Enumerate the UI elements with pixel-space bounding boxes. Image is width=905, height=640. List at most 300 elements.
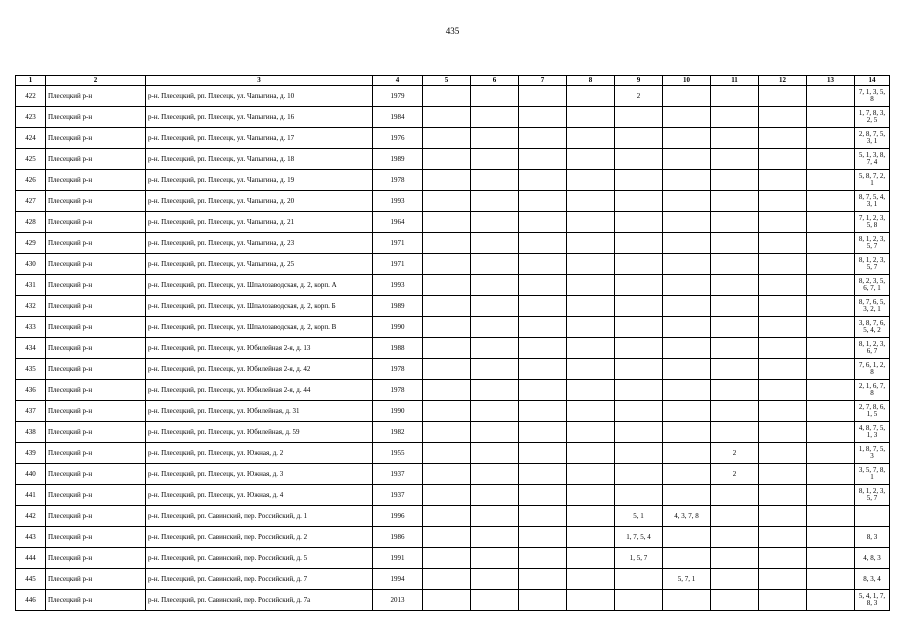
table-row — [16, 548, 890, 569]
col-7-cell — [519, 359, 567, 380]
col-8-cell — [567, 212, 615, 233]
col-7-cell — [519, 233, 567, 254]
col-7-cell — [519, 569, 567, 590]
row-number-cell: 422 — [16, 86, 46, 107]
col-14-cell: 4, 8, 3 — [855, 548, 890, 569]
row-number-cell: 425 — [16, 149, 46, 170]
district-cell: Плесецкий р-н — [46, 569, 146, 590]
address-cell: р-н. Плесецкий, рп. Плесецк, ул. Шпалозаводская, д. 2, корп. В — [146, 317, 373, 338]
district-cell: Плесецкий р-н — [46, 380, 146, 401]
address-cell: р-н. Плесецкий, рп. Савинский, пер. Российский, д. 7а — [146, 590, 373, 611]
address-cell: р-н. Плесецкий, рп. Плесецк, ул. Южная, д. 4 — [146, 485, 373, 506]
table-row — [16, 590, 890, 611]
year-cell: 1988 — [373, 338, 423, 359]
col-14-cell: 2, 8, 7, 5, 3, 1 — [855, 128, 890, 149]
col-10-cell — [663, 296, 711, 317]
housing-register-table — [15, 75, 890, 611]
address-cell: р-н. Плесецкий, рп. Плесецк, ул. Юбилейная 2-я, д. 13 — [146, 338, 373, 359]
col-7-cell — [519, 317, 567, 338]
district-cell: Плесецкий р-н — [46, 86, 146, 107]
col-13-cell — [807, 170, 855, 191]
col-8-cell — [567, 401, 615, 422]
district-cell: Плесецкий р-н — [46, 590, 146, 611]
col-10-cell — [663, 464, 711, 485]
col-6-cell — [471, 569, 519, 590]
address-cell: р-н. Плесецкий, рп. Плесецк, ул. Юбилейная 2-я, д. 42 — [146, 359, 373, 380]
address-cell: р-н. Плесецкий, рп. Плесецк, ул. Шпалозаводская, д. 2, корп. А — [146, 275, 373, 296]
col-11-cell — [711, 422, 759, 443]
col-11-cell — [711, 338, 759, 359]
col-12-cell — [759, 506, 807, 527]
col-5-cell — [423, 317, 471, 338]
col-9-cell — [615, 149, 663, 170]
col-10-cell — [663, 443, 711, 464]
col-11-cell — [711, 548, 759, 569]
col-14-cell: 8, 1, 2, 3, 5, 7 — [855, 233, 890, 254]
col-7-cell — [519, 296, 567, 317]
col-10-cell — [663, 212, 711, 233]
col-12-cell — [759, 254, 807, 275]
col-8-cell — [567, 443, 615, 464]
col-13-cell — [807, 296, 855, 317]
col-6-cell — [471, 464, 519, 485]
col-5-cell — [423, 485, 471, 506]
col-14-cell: 2, 7, 8, 6, 1, 5 — [855, 401, 890, 422]
col-9-cell — [615, 590, 663, 611]
year-cell: 1984 — [373, 107, 423, 128]
district-cell: Плесецкий р-н — [46, 485, 146, 506]
col-5-cell — [423, 254, 471, 275]
address-cell: р-н. Плесецкий, рп. Савинский, пер. Российский, д. 5 — [146, 548, 373, 569]
col-8-cell — [567, 275, 615, 296]
col-13-cell — [807, 107, 855, 128]
year-cell: 1978 — [373, 380, 423, 401]
col-8-cell — [567, 464, 615, 485]
col-13-cell — [807, 401, 855, 422]
col-7-cell — [519, 170, 567, 191]
col-14-cell: 4, 8, 7, 5, 1, 3 — [855, 422, 890, 443]
col-7-cell — [519, 590, 567, 611]
table-row — [16, 86, 890, 107]
district-cell: Плесецкий р-н — [46, 317, 146, 338]
col-6-cell — [471, 317, 519, 338]
col-12-cell — [759, 338, 807, 359]
col-10-cell — [663, 317, 711, 338]
col-10-cell — [663, 527, 711, 548]
year-cell: 1996 — [373, 506, 423, 527]
row-number-cell: 439 — [16, 443, 46, 464]
year-cell: 1989 — [373, 149, 423, 170]
col-12-cell — [759, 212, 807, 233]
col-12-cell — [759, 191, 807, 212]
col-14-cell — [855, 506, 890, 527]
row-number-cell: 434 — [16, 338, 46, 359]
col-6-cell — [471, 149, 519, 170]
year-cell: 1937 — [373, 485, 423, 506]
address-cell: р-н. Плесецкий, рп. Плесецк, ул. Чапыгина, д. 17 — [146, 128, 373, 149]
col-10-cell — [663, 422, 711, 443]
col-5-cell — [423, 380, 471, 401]
col-12-cell — [759, 275, 807, 296]
row-number-cell: 446 — [16, 590, 46, 611]
col-5-cell — [423, 464, 471, 485]
col-5-cell — [423, 338, 471, 359]
table-row — [16, 506, 890, 527]
col-14-cell: 7, 6, 1, 2, 8 — [855, 359, 890, 380]
col-8-cell — [567, 338, 615, 359]
table-row — [16, 233, 890, 254]
col-7-cell — [519, 506, 567, 527]
col-14-cell: 5, 1, 3, 8, 7, 4 — [855, 149, 890, 170]
col-5-cell — [423, 275, 471, 296]
address-cell: р-н. Плесецкий, рп. Плесецк, ул. Чапыгина, д. 10 — [146, 86, 373, 107]
row-number-cell: 436 — [16, 380, 46, 401]
col-12-cell — [759, 464, 807, 485]
col-6-cell — [471, 338, 519, 359]
year-cell: 1978 — [373, 359, 423, 380]
col-13-cell — [807, 590, 855, 611]
col-14-cell: 8, 7, 6, 5, 3, 2, 1 — [855, 296, 890, 317]
col-12-cell — [759, 380, 807, 401]
address-cell: р-н. Плесецкий, рп. Плесецк, ул. Чапыгина, д. 25 — [146, 254, 373, 275]
col-9-cell — [615, 233, 663, 254]
column-header-10: 10 — [663, 76, 711, 86]
col-6-cell — [471, 548, 519, 569]
district-cell: Плесецкий р-н — [46, 212, 146, 233]
col-9-cell — [615, 338, 663, 359]
col-9-cell — [615, 485, 663, 506]
col-11-cell — [711, 317, 759, 338]
table-row — [16, 317, 890, 338]
col-14-cell: 1, 7, 8, 3, 2, 5 — [855, 107, 890, 128]
col-7-cell — [519, 380, 567, 401]
col-14-cell: 5, 8, 7, 2, 1 — [855, 170, 890, 191]
address-cell: р-н. Плесецкий, рп. Плесецк, ул. Юбилейная, д. 59 — [146, 422, 373, 443]
col-5-cell — [423, 170, 471, 191]
col-13-cell — [807, 149, 855, 170]
col-8-cell — [567, 86, 615, 107]
address-cell: р-н. Плесецкий, рп. Плесецк, ул. Чапыгина, д. 18 — [146, 149, 373, 170]
col-6-cell — [471, 254, 519, 275]
col-7-cell — [519, 275, 567, 296]
col-13-cell — [807, 443, 855, 464]
col-11-cell — [711, 275, 759, 296]
col-11-cell — [711, 107, 759, 128]
col-5-cell — [423, 359, 471, 380]
column-header-2: 2 — [46, 76, 146, 86]
district-cell: Плесецкий р-н — [46, 443, 146, 464]
col-7-cell — [519, 485, 567, 506]
col-6-cell — [471, 590, 519, 611]
col-13-cell — [807, 548, 855, 569]
row-number-cell: 423 — [16, 107, 46, 128]
col-7-cell — [519, 191, 567, 212]
table-body — [16, 86, 890, 611]
col-9-cell: 2 — [615, 86, 663, 107]
col-7-cell — [519, 422, 567, 443]
col-10-cell — [663, 254, 711, 275]
table-row — [16, 128, 890, 149]
col-13-cell — [807, 485, 855, 506]
col-13-cell — [807, 338, 855, 359]
row-number-cell: 444 — [16, 548, 46, 569]
col-11-cell — [711, 401, 759, 422]
column-header-12: 12 — [759, 76, 807, 86]
address-cell: р-н. Плесецкий, рп. Плесецк, ул. Чапыгина, д. 21 — [146, 212, 373, 233]
col-12-cell — [759, 233, 807, 254]
col-8-cell — [567, 527, 615, 548]
col-5-cell — [423, 422, 471, 443]
district-cell: Плесецкий р-н — [46, 128, 146, 149]
year-cell: 1982 — [373, 422, 423, 443]
row-number-cell: 431 — [16, 275, 46, 296]
col-9-cell — [615, 275, 663, 296]
col-10-cell: 5, 7, 1 — [663, 569, 711, 590]
col-8-cell — [567, 128, 615, 149]
col-13-cell — [807, 86, 855, 107]
col-9-cell — [615, 107, 663, 128]
table-row — [16, 338, 890, 359]
col-5-cell — [423, 191, 471, 212]
col-14-cell: 8, 1, 2, 3, 5, 7 — [855, 485, 890, 506]
year-cell: 2013 — [373, 590, 423, 611]
row-number-cell: 428 — [16, 212, 46, 233]
col-7-cell — [519, 527, 567, 548]
row-number-cell: 441 — [16, 485, 46, 506]
district-cell: Плесецкий р-н — [46, 359, 146, 380]
table-row — [16, 254, 890, 275]
col-13-cell — [807, 380, 855, 401]
col-8-cell — [567, 380, 615, 401]
col-14-cell: 8, 1, 2, 3, 5, 7 — [855, 254, 890, 275]
year-cell: 1964 — [373, 212, 423, 233]
col-11-cell — [711, 86, 759, 107]
col-5-cell — [423, 548, 471, 569]
col-11-cell: 2 — [711, 464, 759, 485]
col-11-cell — [711, 170, 759, 191]
col-9-cell — [615, 569, 663, 590]
column-header-11: 11 — [711, 76, 759, 86]
col-9-cell — [615, 170, 663, 191]
col-13-cell — [807, 527, 855, 548]
col-13-cell — [807, 212, 855, 233]
col-12-cell — [759, 401, 807, 422]
col-11-cell — [711, 380, 759, 401]
table-row — [16, 149, 890, 170]
col-11-cell — [711, 485, 759, 506]
col-11-cell: 2 — [711, 443, 759, 464]
col-14-cell: 5, 4, 1, 7, 8, 3 — [855, 590, 890, 611]
row-number-cell: 433 — [16, 317, 46, 338]
column-header-14: 14 — [855, 76, 890, 86]
table-row — [16, 401, 890, 422]
row-number-cell: 445 — [16, 569, 46, 590]
col-8-cell — [567, 590, 615, 611]
year-cell: 1990 — [373, 317, 423, 338]
table-row — [16, 107, 890, 128]
col-5-cell — [423, 128, 471, 149]
col-8-cell — [567, 170, 615, 191]
col-11-cell — [711, 527, 759, 548]
col-5-cell — [423, 149, 471, 170]
col-8-cell — [567, 359, 615, 380]
col-12-cell — [759, 149, 807, 170]
col-8-cell — [567, 296, 615, 317]
col-7-cell — [519, 548, 567, 569]
col-5-cell — [423, 86, 471, 107]
col-13-cell — [807, 569, 855, 590]
col-13-cell — [807, 254, 855, 275]
district-cell: Плесецкий р-н — [46, 506, 146, 527]
col-14-cell: 8, 7, 5, 4, 3, 1 — [855, 191, 890, 212]
col-9-cell — [615, 464, 663, 485]
col-9-cell: 5, 1 — [615, 506, 663, 527]
col-6-cell — [471, 359, 519, 380]
col-10-cell — [663, 233, 711, 254]
row-number-cell: 427 — [16, 191, 46, 212]
col-12-cell — [759, 569, 807, 590]
col-7-cell — [519, 212, 567, 233]
col-12-cell — [759, 296, 807, 317]
table-row — [16, 464, 890, 485]
col-12-cell — [759, 527, 807, 548]
col-13-cell — [807, 275, 855, 296]
col-8-cell — [567, 254, 615, 275]
col-14-cell: 8, 3 — [855, 527, 890, 548]
col-13-cell — [807, 317, 855, 338]
col-6-cell — [471, 527, 519, 548]
row-number-cell: 437 — [16, 401, 46, 422]
col-11-cell — [711, 590, 759, 611]
col-13-cell — [807, 233, 855, 254]
col-14-cell: 8, 2, 3, 5, 6, 7, 1 — [855, 275, 890, 296]
header-row — [16, 76, 890, 86]
year-cell: 1971 — [373, 254, 423, 275]
col-5-cell — [423, 296, 471, 317]
col-9-cell — [615, 212, 663, 233]
col-8-cell — [567, 317, 615, 338]
district-cell: Плесецкий р-н — [46, 464, 146, 485]
address-cell: р-н. Плесецкий, рп. Плесецк, ул. Чапыгина, д. 19 — [146, 170, 373, 191]
row-number-cell: 435 — [16, 359, 46, 380]
col-11-cell — [711, 569, 759, 590]
col-10-cell — [663, 86, 711, 107]
col-8-cell — [567, 548, 615, 569]
year-cell: 1994 — [373, 569, 423, 590]
col-9-cell — [615, 422, 663, 443]
col-11-cell — [711, 254, 759, 275]
col-11-cell — [711, 149, 759, 170]
address-cell: р-н. Плесецкий, рп. Плесецк, ул. Юбилейная 2-я, д. 44 — [146, 380, 373, 401]
col-11-cell — [711, 296, 759, 317]
district-cell: Плесецкий р-н — [46, 401, 146, 422]
col-7-cell — [519, 107, 567, 128]
table-row — [16, 359, 890, 380]
row-number-cell: 429 — [16, 233, 46, 254]
col-8-cell — [567, 422, 615, 443]
district-cell: Плесецкий р-н — [46, 191, 146, 212]
col-11-cell — [711, 191, 759, 212]
col-10-cell — [663, 170, 711, 191]
col-9-cell — [615, 401, 663, 422]
col-12-cell — [759, 485, 807, 506]
col-8-cell — [567, 149, 615, 170]
col-14-cell: 3, 8, 7, 6, 5, 4, 2 — [855, 317, 890, 338]
col-9-cell — [615, 254, 663, 275]
col-11-cell — [711, 128, 759, 149]
col-8-cell — [567, 485, 615, 506]
col-10-cell: 4, 3, 7, 8 — [663, 506, 711, 527]
col-14-cell: 3, 5, 7, 8, 1 — [855, 464, 890, 485]
col-5-cell — [423, 506, 471, 527]
col-6-cell — [471, 191, 519, 212]
row-number-cell: 432 — [16, 296, 46, 317]
col-8-cell — [567, 569, 615, 590]
col-13-cell — [807, 359, 855, 380]
col-9-cell — [615, 443, 663, 464]
col-7-cell — [519, 338, 567, 359]
district-cell: Плесецкий р-н — [46, 170, 146, 191]
col-14-cell: 2, 1, 6, 7, 8 — [855, 380, 890, 401]
col-8-cell — [567, 107, 615, 128]
col-14-cell: 8, 1, 2, 3, 6, 7 — [855, 338, 890, 359]
column-header-5: 5 — [423, 76, 471, 86]
col-14-cell: 8, 3, 4 — [855, 569, 890, 590]
year-cell: 1986 — [373, 527, 423, 548]
col-13-cell — [807, 191, 855, 212]
col-5-cell — [423, 107, 471, 128]
address-cell: р-н. Плесецкий, рп. Савинский, пер. Российский, д. 1 — [146, 506, 373, 527]
col-12-cell — [759, 317, 807, 338]
col-11-cell — [711, 233, 759, 254]
col-9-cell — [615, 128, 663, 149]
col-5-cell — [423, 401, 471, 422]
district-cell: Плесецкий р-н — [46, 422, 146, 443]
col-6-cell — [471, 86, 519, 107]
col-5-cell — [423, 527, 471, 548]
col-13-cell — [807, 128, 855, 149]
col-9-cell — [615, 191, 663, 212]
col-6-cell — [471, 443, 519, 464]
year-cell: 1978 — [373, 170, 423, 191]
col-5-cell — [423, 212, 471, 233]
table-row — [16, 275, 890, 296]
col-10-cell — [663, 107, 711, 128]
district-cell: Плесецкий р-н — [46, 275, 146, 296]
col-6-cell — [471, 212, 519, 233]
table-row — [16, 296, 890, 317]
year-cell: 1990 — [373, 401, 423, 422]
column-header-3: 3 — [146, 76, 373, 86]
col-6-cell — [471, 485, 519, 506]
year-cell: 1937 — [373, 464, 423, 485]
district-cell: Плесецкий р-н — [46, 338, 146, 359]
year-cell: 1971 — [373, 233, 423, 254]
col-6-cell — [471, 128, 519, 149]
col-10-cell — [663, 191, 711, 212]
col-7-cell — [519, 149, 567, 170]
table-row — [16, 212, 890, 233]
col-12-cell — [759, 170, 807, 191]
col-14-cell: 1, 8, 7, 5, 3 — [855, 443, 890, 464]
col-7-cell — [519, 254, 567, 275]
row-number-cell: 442 — [16, 506, 46, 527]
col-10-cell — [663, 275, 711, 296]
col-12-cell — [759, 443, 807, 464]
address-cell: р-н. Плесецкий, рп. Савинский, пер. Российский, д. 7 — [146, 569, 373, 590]
district-cell: Плесецкий р-н — [46, 548, 146, 569]
table-row — [16, 527, 890, 548]
